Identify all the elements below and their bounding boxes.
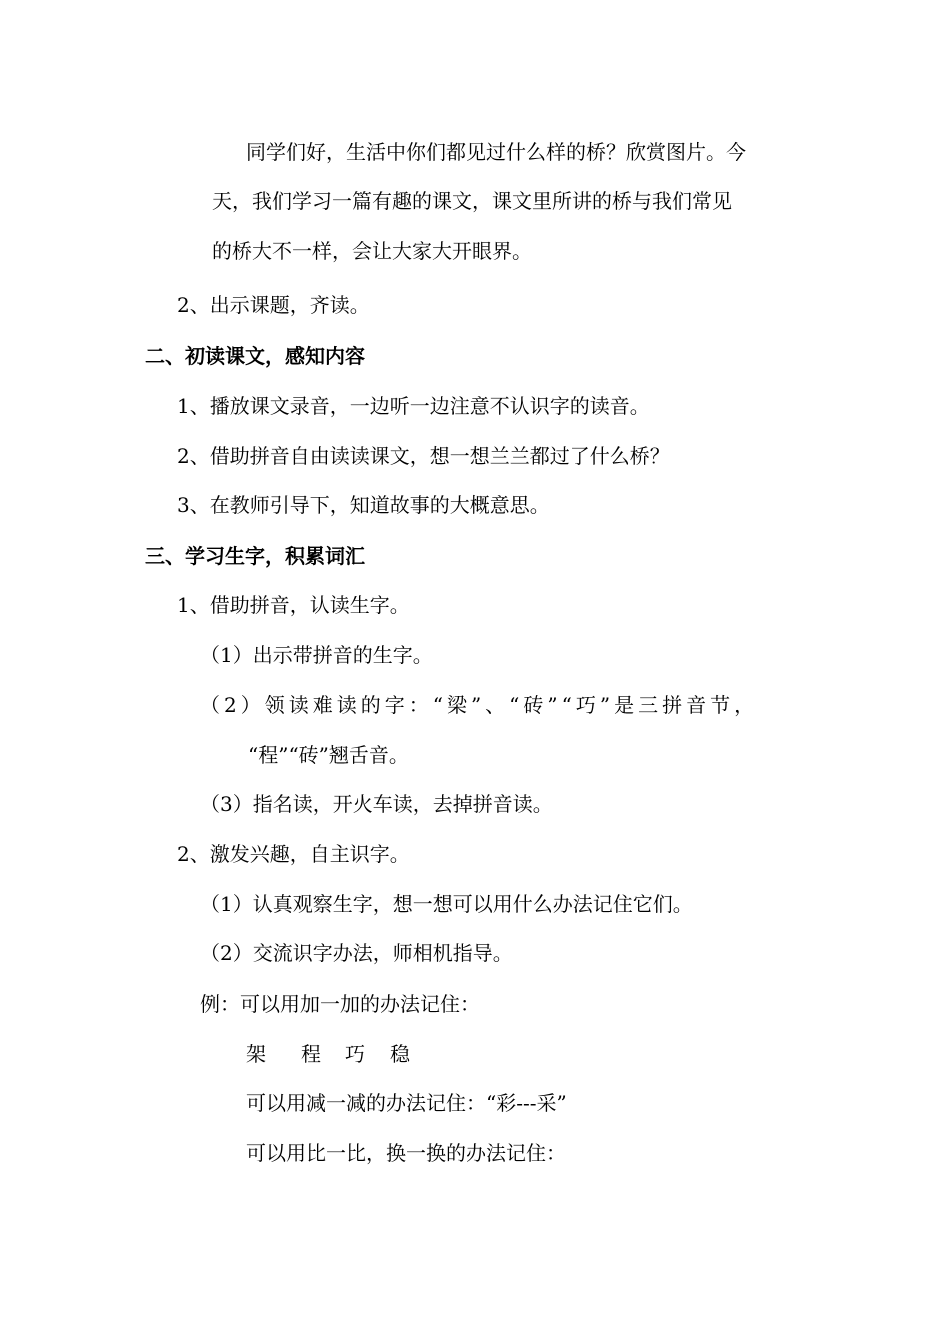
section-2-heading: 二、初读课文，感知内容 — [145, 344, 365, 368]
section-3-item-1-sub-2-line-2: “程”“砖”翘舌音。 — [248, 743, 409, 767]
example-char-4: 稳 — [390, 1042, 410, 1066]
example-label: 例：可以用加一加的办法记住： — [200, 992, 480, 1016]
section-2-item-3: 3、在教师引导下，知道故事的大概意思。 — [177, 493, 550, 517]
section-3-item-1-title: 1、借助拼音，认读生字。 — [177, 593, 410, 617]
section-3-item-2-title: 2、激发兴趣，自主识字。 — [177, 842, 410, 866]
step-2-title: 2、出示课题，齐读。 — [177, 293, 370, 317]
example-char-2: 程 — [301, 1042, 321, 1066]
section-3-item-1-sub-1: （1）出示带拼音的生字。 — [200, 643, 433, 667]
section-3-item-1-sub-3: （3）指名读，开火车读，去掉拼音读。 — [200, 792, 553, 816]
section-3-item-1-sub-2-line-1: （2）领读难读的字：“梁”、“砖”“巧”是三拼音节， — [200, 693, 759, 717]
intro-line-1: 同学们好，生活中你们都见过什么样的桥？欣赏图片。今 — [246, 140, 746, 164]
section-3-item-2-sub-2: （2）交流识字办法，师相机指导。 — [200, 941, 513, 965]
section-3-item-2-sub-1: （1）认真观察生字，想一想可以用什么办法记住它们。 — [200, 892, 693, 916]
example-char-3: 巧 — [345, 1042, 365, 1066]
example-compare: 可以用比一比，换一换的办法记住： — [246, 1141, 566, 1165]
example-char-1: 架 — [246, 1042, 266, 1066]
section-3-heading: 三、学习生字，积累词汇 — [145, 544, 365, 568]
example-subtract: 可以用减一减的办法记住：“彩---采” — [246, 1091, 567, 1115]
section-2-item-1: 1、播放课文录音，一边听一边注意不认识字的读音。 — [177, 394, 650, 418]
section-2-item-2: 2、借助拼音自由读读课文，想一想兰兰都过了什么桥？ — [177, 444, 670, 468]
intro-line-3: 的桥大不一样，会让大家大开眼界。 — [212, 239, 532, 263]
intro-line-2: 天，我们学习一篇有趣的课文，课文里所讲的桥与我们常见 — [212, 189, 732, 213]
